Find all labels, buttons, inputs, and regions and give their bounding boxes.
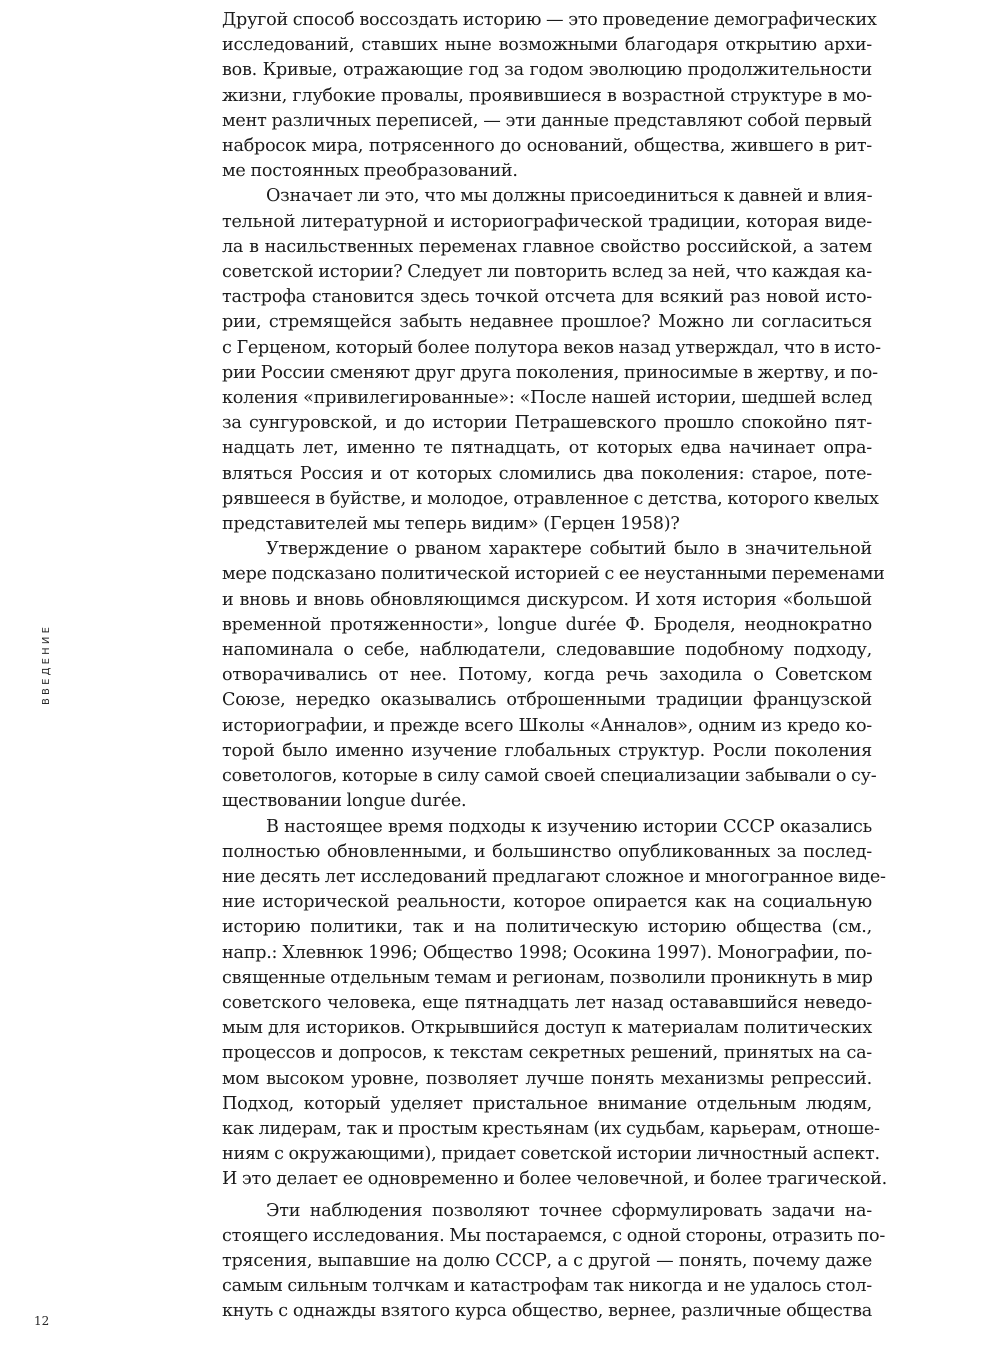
text-line: ществовании longue durée. — [222, 791, 467, 812]
text-line: Утверждение о рваном характере событий было в значительной — [266, 539, 872, 560]
text-line: советского человека, еще пятнадцать лет назад остававшийся неведо- — [222, 992, 872, 1013]
text-line: напоминала о себе, наблюдатели, следовавшие подобному подходу, — [222, 640, 872, 661]
text-line: стоящего исследования. Мы постараемся, с одной стороны, отразить по- — [222, 1225, 886, 1246]
text-line: ниям с окружающими), придает советской истории личностный аспект. — [222, 1144, 880, 1165]
text-line: тельной литературной и историографической традиции, которая виде- — [222, 211, 872, 232]
text-line: трясения, выпавшие на долю СССР, а с другой — понять, почему даже — [222, 1250, 872, 1271]
text-line: надцать лет, именно те пятнадцать, от которых едва начинает опра- — [222, 438, 872, 459]
text-line: Другой способ воссоздать историю — это проведение демографических — [222, 10, 877, 30]
text-line: вляться Россия и от которых сломились два поколения: старое, поте- — [222, 463, 872, 484]
paragraph — [222, 8, 877, 184]
running-head: ВВЕДЕНИЕ — [41, 623, 52, 705]
text-line: историографии, и прежде всего Школы «Анналов», одним из кредо ко- — [222, 715, 872, 736]
text-line: рии, стремящейся забыть недавнее прошлое? Можно ли согласиться — [222, 312, 872, 333]
text-line: советологов, которые в силу самой своей специализации забывали о су- — [222, 766, 877, 787]
body-text — [222, 8, 887, 1325]
text-line: ние десять лет исследований предлагают сложное и многогранное виде- — [222, 866, 886, 887]
text-line: рявшееся в буйстве, и молодое, отравленное с детства, которого квелых — [222, 488, 879, 509]
text-line: мым для историков. Открывшийся доступ к материалам политических — [222, 1018, 872, 1039]
text-line: и вновь и вновь обновляющимся дискурсом. И хотя история «большой — [222, 589, 872, 610]
paragraph — [222, 537, 885, 814]
text-line: мент различных переписей, — эти данные представляют собой первый — [222, 110, 872, 131]
text-line: вов. Кривые, отражающие год за годом эволюцию продолжительности — [222, 60, 872, 81]
text-line: напр.: Хлевнюк 1996; Общество 1998; Осокина 1997). Монографии, по- — [222, 942, 872, 963]
text-line: за сунгуровской, и до истории Петрашевского прошло спокойно пят- — [222, 413, 872, 434]
text-line: Означает ли это, что мы должны присоединиться к давней и влия- — [266, 186, 873, 207]
text-line: жизни, глубокие провалы, проявившиеся в возрастной структуре в мо- — [222, 85, 872, 106]
text-line: коления «привилегированные»: «После нашей истории, шедшей вслед — [222, 388, 872, 409]
text-line: тастрофа становится здесь точкой отсчета для всякий раз новой исто- — [222, 287, 872, 308]
text-line: мом высоком уровне, позволяет лучше понять механизмы репрессий. — [222, 1068, 872, 1089]
text-line: набросок мира, потрясенного до оснований, общества, жившего в рит- — [222, 136, 872, 157]
text-line: временной протяженности», longue durée Ф. Броделя, неоднократно — [222, 614, 872, 635]
text-line: советской истории? Следует ли повторить вслед за ней, что каждая ка- — [222, 262, 872, 283]
text-line: отворачивались от нее. Потому, когда речь заходила о Советском — [222, 665, 872, 686]
page-number: 12 — [34, 1314, 50, 1328]
text-line: торой было именно изучение глобальных структур. Росли поколения — [222, 740, 872, 761]
text-line: ла в насильственных переменах главное свойство российской, а затем — [222, 236, 872, 257]
paragraph — [222, 184, 881, 537]
text-line: священные отдельным темам и регионам, позволили проникнуть в мир — [222, 967, 873, 988]
text-line: с Герценом, который более полутора веков назад утверждал, что в исто- — [222, 337, 881, 358]
text-line: Эти наблюдения позволяют точнее сформулировать задачи на- — [266, 1200, 872, 1221]
text-line: представителей мы теперь видим» (Герцен 1958)? — [222, 514, 680, 535]
text-line: мере подсказано политической историей с ее неустанными переменами — [222, 564, 885, 585]
text-line: историю политики, так и на политическую историю общества (см., — [222, 917, 872, 938]
text-line: полностью обновленными, и большинство опубликованных за послед- — [222, 841, 872, 862]
text-line: исследований, ставших ныне возможными благодаря открытию архи- — [222, 35, 872, 56]
text-line: Союзе, нередко оказывались отброшенными традиции французской — [222, 690, 872, 711]
text-line: Подход, который уделяет пристальное внимание отдельным людям, — [222, 1093, 872, 1114]
text-line: как лидерам, так и простым крестьянам (их судьбам, карьерам, отноше- — [222, 1118, 880, 1139]
text-line: В настоящее время подходы к изучению истории СССР оказались — [266, 816, 872, 837]
paragraph — [222, 815, 887, 1193]
text-line: ние исторической реальности, которое опирается как на социальную — [222, 892, 872, 913]
text-line: процессов и допросов, к текстам секретных решений, принятых на са- — [222, 1043, 872, 1064]
text-line: самым сильным толчкам и катастрофам так никогда и не удалось стол- — [222, 1276, 872, 1297]
text-line: рии России сменяют друг друга поколения, приносимые в жертву, и по- — [222, 362, 878, 383]
text-line: ме постоянных преобразований. — [222, 161, 518, 182]
paragraph — [222, 1199, 886, 1325]
text-line: кнуть с однажды взятого курса общество, вернее, различные общества — [222, 1301, 872, 1322]
text-line: И это делает ее одновременно и более человечной, и более трагической. — [222, 1169, 887, 1190]
